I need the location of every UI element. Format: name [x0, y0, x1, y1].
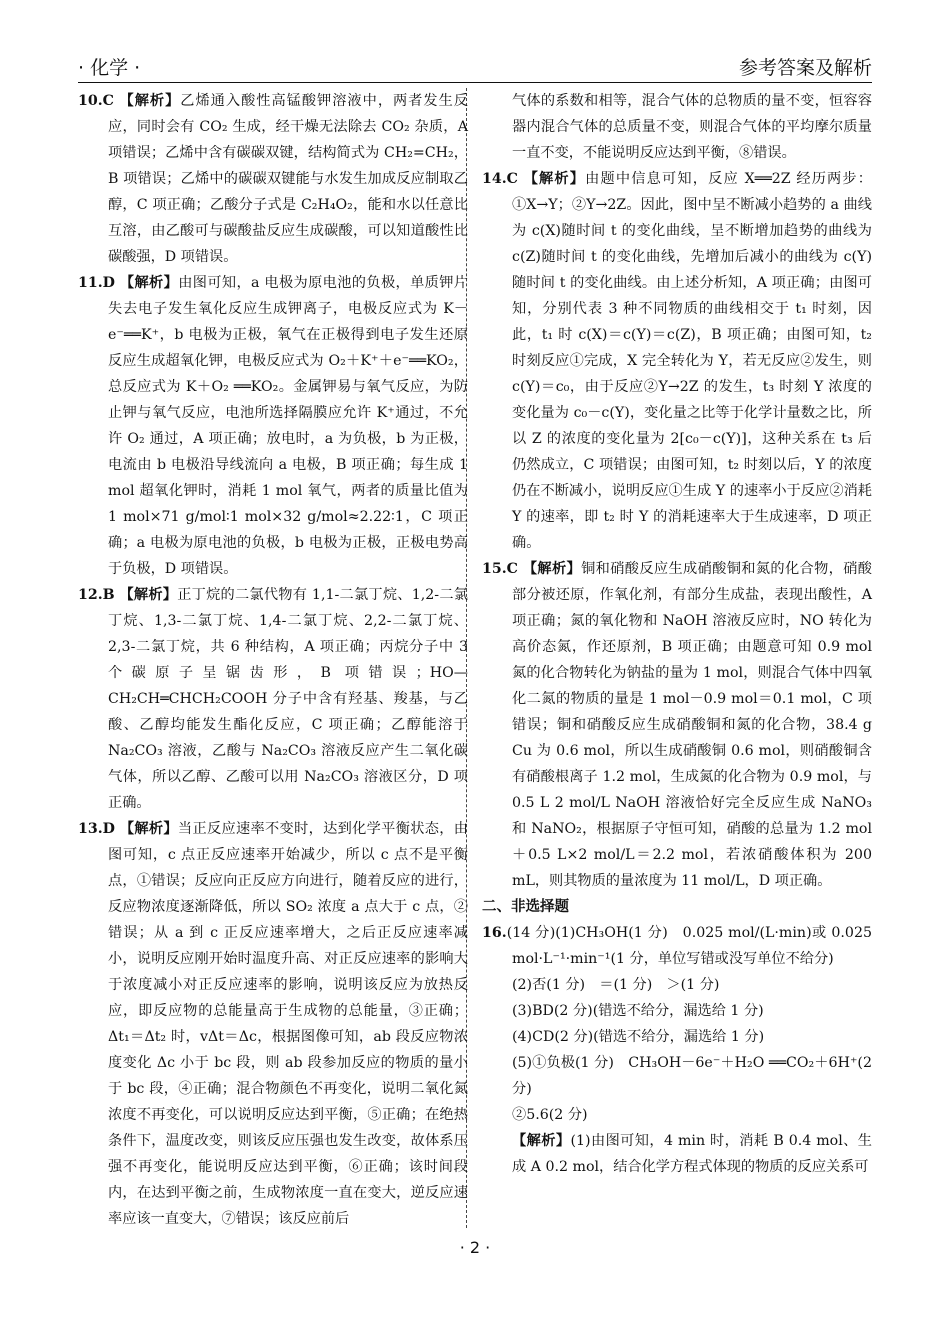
page-header — [78, 50, 872, 80]
answer-q16-part4: (4)CD(2 分)(错选不给分，漏选给 1 分) — [512, 1029, 765, 1045]
answer-q14: 14.C 【解析】由题中信息可知，反应 X══2Z 经历两步：①X→Y；②Y→2Z。因此，图中呈不断减小趋势的 a 曲线为 c(X)随时间 t 的变化曲线，呈不断增加趋势的曲线为 c(Z)随时间 t 的变化曲线，先增加后减小的曲线为 c(Y)随时间 t 的变化曲线。由上述分析知，A 项正确；由图可知，分别代表 3 种不同物质的曲线相交于 t₁ 时刻，因此，t₁ 时 c(X)＝c(Y)＝c(Z)，B 项正确；由图可知，t₂ 时刻反应①完成，X 完全转化为 Y，若无反应②发生，则 c(Y)＝c₀，由于反应②Y→2Z 的发生，t₃ 时刻 Y 浓度的变化量为 c₀－c(Y)，变化量之比等于化学计量数之比，所以 Z 的浓度的变化量为 2[c₀－c(Y)]，这种关系在 t₃ 后仍然成立，C 项错误；由图可知，t₂ 时刻以后，Y 的浓度仍在不断减小，说明反应①生成 Y 的速率小于反应②消耗 Y 的速率，即 t₂ 时 Y 的消耗速率大于生成速率，D 项正确。 — [482, 171, 872, 551]
answer-q15: 15.C 【解析】铜和硝酸反应生成硝酸铜和氮的化合物，硝酸部分被还原，作氧化剂，有部分生成盐，表现出酸性，A 项正确；氮的氧化物和 NaOH 溶液反应时，NO 转化为高价态氮，作还原剂，B 项正确；由题意可知 0.9 mol 氮的化合物转化为钠盐的量为 1 mol，则混合气体中四氧化二氮的物质的量是 1 mol－0.9 mol＝0.1 mol，C 项错误；铜和硝酸反应生成硝酸铜和氮的化合物，38.4 g Cu 为 0.6 mol，所以生成硝酸铜 0.6 mol，则硝酸铜含有硝酸根离子 1.2 mol，生成氮的化合物为 0.9 mol，与 0.5 L 2 mol/L NaOH 溶液恰好完全反应生成 NaNO₃ 和 NaNO₂，根据原子守恒可知，硝酸的总量为 1.2 mol＋0.5 L×2 mol/L＝2.2 mol，若浓硝酸体积为 200 mL，则其物质的量浓度为 11 mol/L，D 项正确。 — [482, 561, 872, 889]
answer-q16-analysis: 【解析】(1)由图可知，4 min 时，消耗 B 0.4 mol、生成 A 0.2 mol，结合化学方程式体现的物质的反应关系可 — [512, 1133, 872, 1175]
section-heading: 二、非选择题 — [482, 899, 569, 915]
answer-q16-part2: (2)否(1 分) ＝(1 分) ＞(1 分) — [512, 977, 720, 993]
answer-q11: 11.D 【解析】由图可知，a 电极为原电池的负极，单质钾片失去电子发生氧化反应生成钾离子，电极反应式为 K－e⁻══K⁺，b 电极为正极，氧气在正极得到电子发生还原反应生成超氧化钾，电极反应式为 O₂＋K⁺＋e⁻══KO₂，总反应式为 K＋O₂ ══KO₂。金属钾易与氧气反应，为防止钾与氧气反应，电池所选择隔膜应允许 K⁺通过，不允许 O₂ 通过，A 项正确；放电时，a 为负极，b 为正极，电流由 b 电极沿导线流向 a 电极，B 项正确；每生成 1 mol 超氧化钾时，消耗 1 mol 氧气，两者的质量比值为 1 mol×71 g/mol∶1 mol×32 g/mol≈2.22∶1，C 项正确；a 电极为原电池的负极，b 电极为正极，正极电势高于负极，D 项错误。 — [78, 275, 468, 577]
header-rule — [78, 82, 872, 83]
answer-q16-part6: ②5.6(2 分) — [512, 1107, 588, 1123]
answer-q16-part3: (3)BD(2 分)(错选不给分，漏选给 1 分) — [512, 1003, 764, 1019]
answer-q10: 10.C 【解析】乙烯通入酸性高锰酸钾溶液中，两者发生反应，同时会有 CO₂ 生成，经干燥无法除去 CO₂ 杂质，A 项错误；乙烯中含有碳碳双键，结构简式为 CH₂=CH₂，B 项错误；乙烯中的碳碳双键能与水发生加成反应制取乙醇，C 项正确；乙酸分子式是 C₂H₄O₂，能和水以任意比互溶，由乙酸可与碳酸盐反应生成碳酸，可以知道酸性比碳酸强，D 项错误。 — [78, 93, 468, 265]
answer-q12: 12.B 【解析】正丁烷的二氯代物有 1,1-二氯丁烷、1,2-二氯丁烷、1,3-二氯丁烷、1,4-二氯丁烷、2,2-二氯丁烷、2,3-二氯丁烷，共 6 种结构，A 项正确；丙烷分子中 3 个碳原子呈锯齿形，B 项错误；HO—CH₂CH═CHCH₂COOH 分子中含有羟基、羧基，与乙酸、乙醇均能发生酯化反应，C 项正确；乙醇能溶于 Na₂CO₃ 溶液，乙酸与 Na₂CO₃ 溶液反应产生二氧化碳气体，所以乙醇、乙酸可以用 Na₂CO₃ 溶液区分，D 项正确。 — [78, 587, 468, 811]
page-number: · 2 · — [459, 1238, 491, 1257]
right-column — [482, 88, 872, 1180]
answer-q16-part5: (5)①负极(1 分) CH₃OH－6e⁻＋H₂O ══CO₂＋6H⁺(2 分) — [512, 1055, 872, 1097]
left-column — [78, 88, 468, 1232]
answer-q13: 13.D 【解析】当正反应速率不变时，达到化学平衡状态，由图可知，c 点正反应速率开始减少，所以 c 点不是平衡点，①错误；反应向正反应方向进行，随着反应的进行，反应物浓度逐渐降低，所以 SO₂ 浓度 a 点大于 c 点，②错误；从 a 到 c 正反应速率增大，之后正反应速率减小，说明反应刚开始时温度升高、对正反应速率的影响大于浓度减小对正反应速率的影响，说明该反应为放热反应，即反应物的总能量高于生成物的总能量，③正确；Δt₁＝Δt₂ 时，vΔt＝Δc，根据图像可知，ab 段反应物浓度变化 Δc 小于 bc 段，则 ab 段参加反应的物质的量小于 bc 段，④正确；混合物颜色不再变化，说明二氧化氮浓度不再变化，可以说明反应达到平衡，⑤正确；在绝热条件下，温度改变，则该反应压强也发生改变，故体系压强不再变化，能说明反应达到平衡，⑥正确；该时间段内，在达到平衡之前，生成物浓度一直在变大，逆反应速率应该一直变大，⑦错误；该反应前后 — [78, 821, 468, 1227]
header-title: 参考答案及解析 — [738, 57, 872, 79]
answer-q13-continued: 气体的系数和相等，混合气体的总物质的量不变，恒容容器内混合气体的总质量不变，则混合气体的平均摩尔质量一直不变，不能说明反应达到平衡，⑧错误。 — [512, 93, 872, 161]
subject-label: · 化学 · — [78, 57, 141, 79]
answer-q16: 16.(14 分)(1)CH₃OH(1 分) 0.025 mol/(L·min)或 0.025 mol·L⁻¹·min⁻¹(1 分，单位写错或没写单位不给分) — [482, 925, 872, 967]
